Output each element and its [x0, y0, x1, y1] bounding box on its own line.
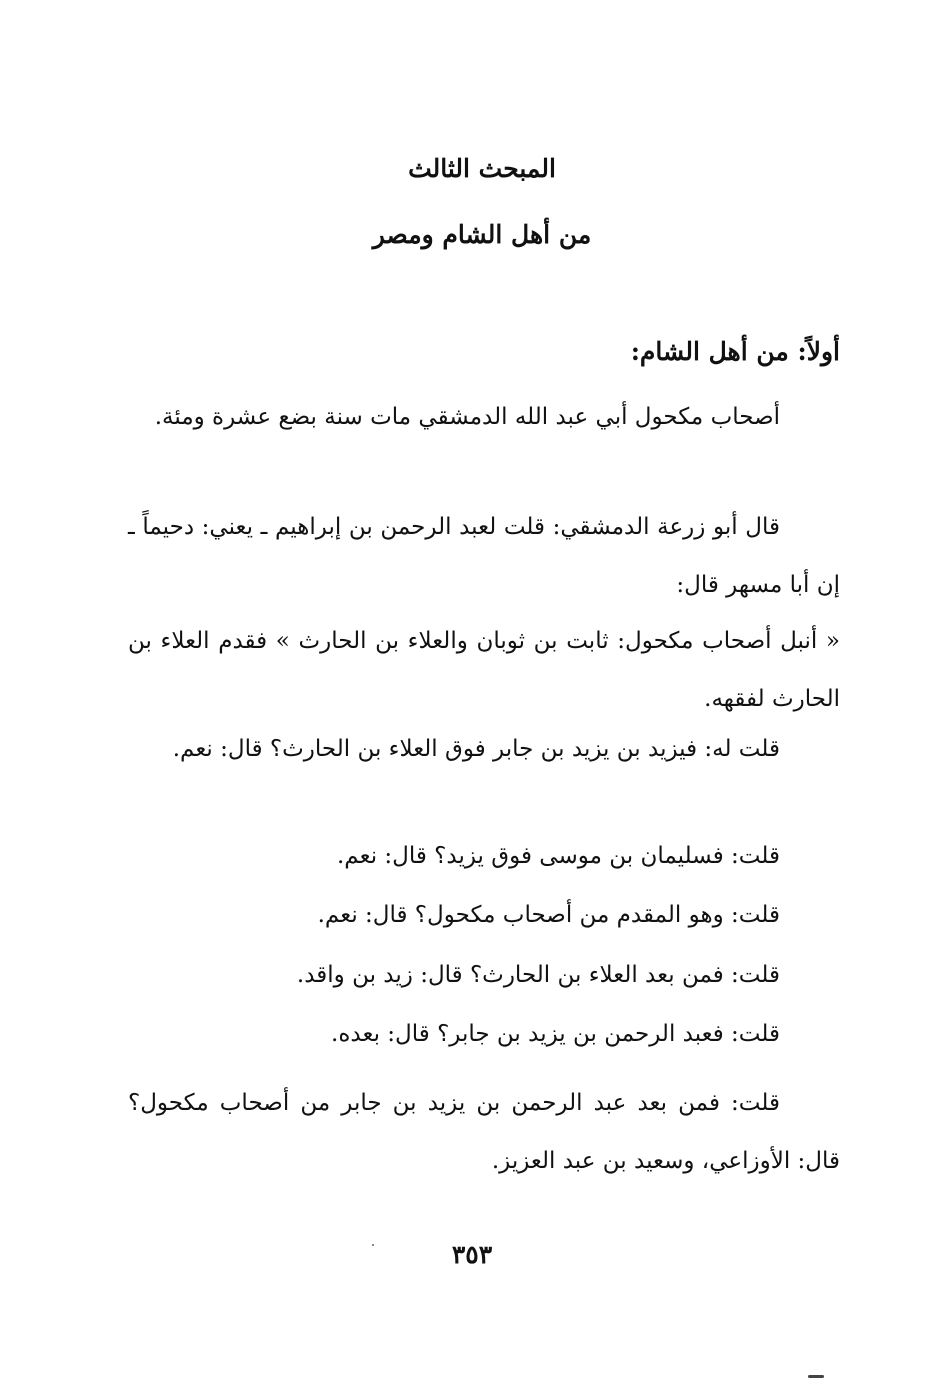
- chapter-subtitle: من أهل الشام ومصر: [372, 220, 592, 249]
- paragraph-makhul-companions: [128, 388, 840, 446]
- dialogue-line: قلت: فعبد الرحمن بن يزيد بن جابر؟ قال: بعده.: [331, 1021, 780, 1047]
- page-number: ٣٥٣: [451, 1240, 493, 1269]
- paragraph-text: قال أبو زرعة الدمشقي: قلت لعبد الرحمن بن إبراهيم ـ يعني: دحيماً ـ إن أبا مسهر قال:: [128, 514, 840, 598]
- scan-speck: [372, 1244, 374, 1246]
- section-heading: أولاً: من أهل الشام:: [630, 337, 840, 366]
- paragraph-abu-zura: [128, 498, 840, 614]
- dialogue-line: قلت: وهو المقدم من أصحاب مكحول؟ قال: نعم.: [317, 902, 780, 928]
- paragraph-text: قلت: فمن بعد عبد الرحمن بن يزيد بن جابر من أصحاب مكحول؟ قال: الأوزاعي، وسعيد بن عبد العزيز.: [128, 1090, 840, 1174]
- paragraph-text: أصحاب مكحول أبي عبد الله الدمشقي مات سنة بضع عشرة ومئة.: [154, 404, 780, 430]
- paragraph-yazid: [128, 720, 840, 778]
- paragraph-text: « أنبل أصحاب مكحول: ثابت بن ثوبان والعلاء بن الحارث » فقدم العلاء بن الحارث لفقهه.: [128, 628, 840, 712]
- paragraph-awzai: [128, 1074, 840, 1190]
- chapter-title: المبحث الثالث: [408, 154, 556, 183]
- dialogue-line: قلت: فمن بعد العلاء بن الحارث؟ قال: زيد بن واقد.: [296, 962, 780, 988]
- paragraph-text: قلت له: فيزيد بن يزيد بن جابر فوق العلاء بن الحارث؟ قال: نعم.: [172, 736, 780, 762]
- dialogue-line: قلت: فسليمان بن موسى فوق يزيد؟ قال: نعم.: [336, 843, 780, 869]
- scan-mark: [808, 1375, 824, 1378]
- paragraph-quote: [128, 612, 840, 728]
